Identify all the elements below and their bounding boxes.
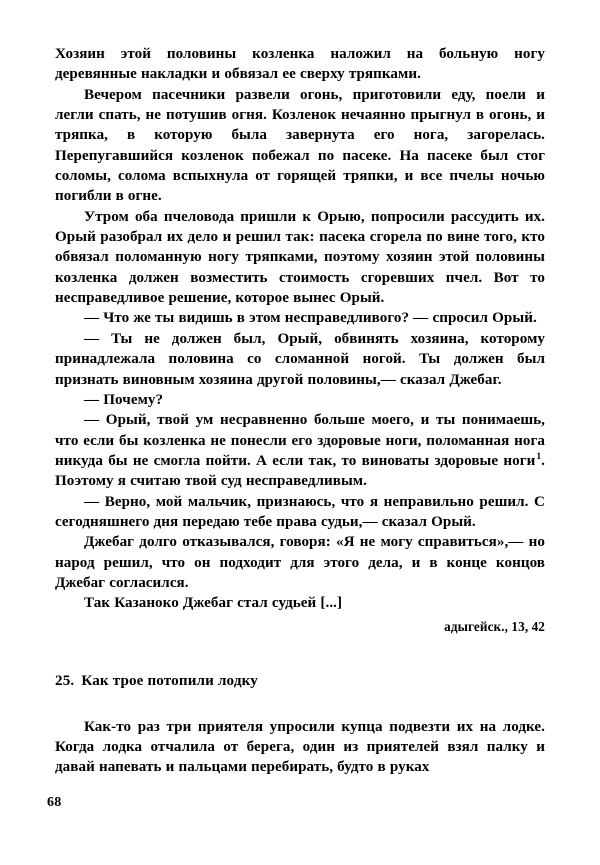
source-attribution: адыгейск., 13, 42: [444, 618, 545, 634]
paragraph: Хозяин этой половины козленка наложил на больную ногу деревянные накладки и обвязал ее сверху тряпками.: [55, 46, 545, 83]
paragraph: Утром оба пчеловода пришли к Орыю, попросили рассудить их. Орый разобрал их дело и решил так: пасека сгорела по вине того, кто обвязал поломанную ногу тряпками, поэтому хозяин этой половины козленка должен возместить стоимость сгоревших пчел. Вот то несправедливое решение, которое вынес Орый.: [55, 208, 545, 307]
paragraph-text-after-footnote: . Поэтому я считаю твой суд несправедливым.: [55, 452, 545, 490]
footnote-marker: 1: [536, 451, 542, 462]
section-heading: [55, 673, 545, 690]
paragraph-dialogue: — Почему?: [84, 391, 164, 408]
section-title: Как трое потопили лодку: [81, 672, 258, 689]
paragraph-dialogue: — Ты не должен был, Орый, обвинять хозяина, которому принадлежала половина со сломанной ногой. Ты должен был признать виновным хозяина другой половины,— сказал Джебаг.: [55, 330, 545, 388]
paragraph: Вечером пасечники развели огонь, приготовили еду, поели и легли спать, не потушив огня. Козленок нечаянно прыгнул в огонь, и тряпка, в которую была завернута его нога, загорелась. Перепугавшийся козленок побежал по пасеке. На пасеке был стог соломы, солома вспыхнула от горящей тряпки, и все пчелы ночью погибли в огне.: [55, 86, 545, 205]
paragraph-dialogue-footnoted: [55, 410, 545, 491]
heading-spacer: [55, 690, 545, 717]
page-number: 68: [47, 795, 62, 810]
paragraph-text-before-footnote: — Орый, твой ум несравненно больше моего, и ты понимаешь, что если бы козленка не понесли его здоровые ноги, поломанная нога никуда бы не смогла пойти. А если так, то виноваты здоровые ноги: [55, 412, 545, 469]
paragraph: Джебаг долго отказывался, говоря: «Я не могу справиться»,— но народ решил, что он подходит для этого дела, и в конце концов Джебаг согласился.: [55, 534, 545, 591]
page-content: [55, 44, 545, 778]
paragraph-closing: Так Казаноко Джебаг стал судьей [...]: [84, 595, 343, 612]
paragraph-dialogue: — Что же ты видишь в этом несправедливого? — спросил Орый.: [84, 310, 537, 327]
section-number: 25.: [55, 672, 75, 689]
section-first-paragraph: Как-то раз три приятеля упросили купца подвезти их на лодке. Когда лодка отчалила от берега, один из приятелей взял палку и давай напевать и пальцами перебирать, будто в руках: [55, 718, 545, 776]
paragraph-dialogue: — Верно, мой мальчик, признаюсь, что я неправильно решил. С сегодняшнего дня передаю тебе права судьи,— сказал Орый.: [55, 493, 545, 530]
